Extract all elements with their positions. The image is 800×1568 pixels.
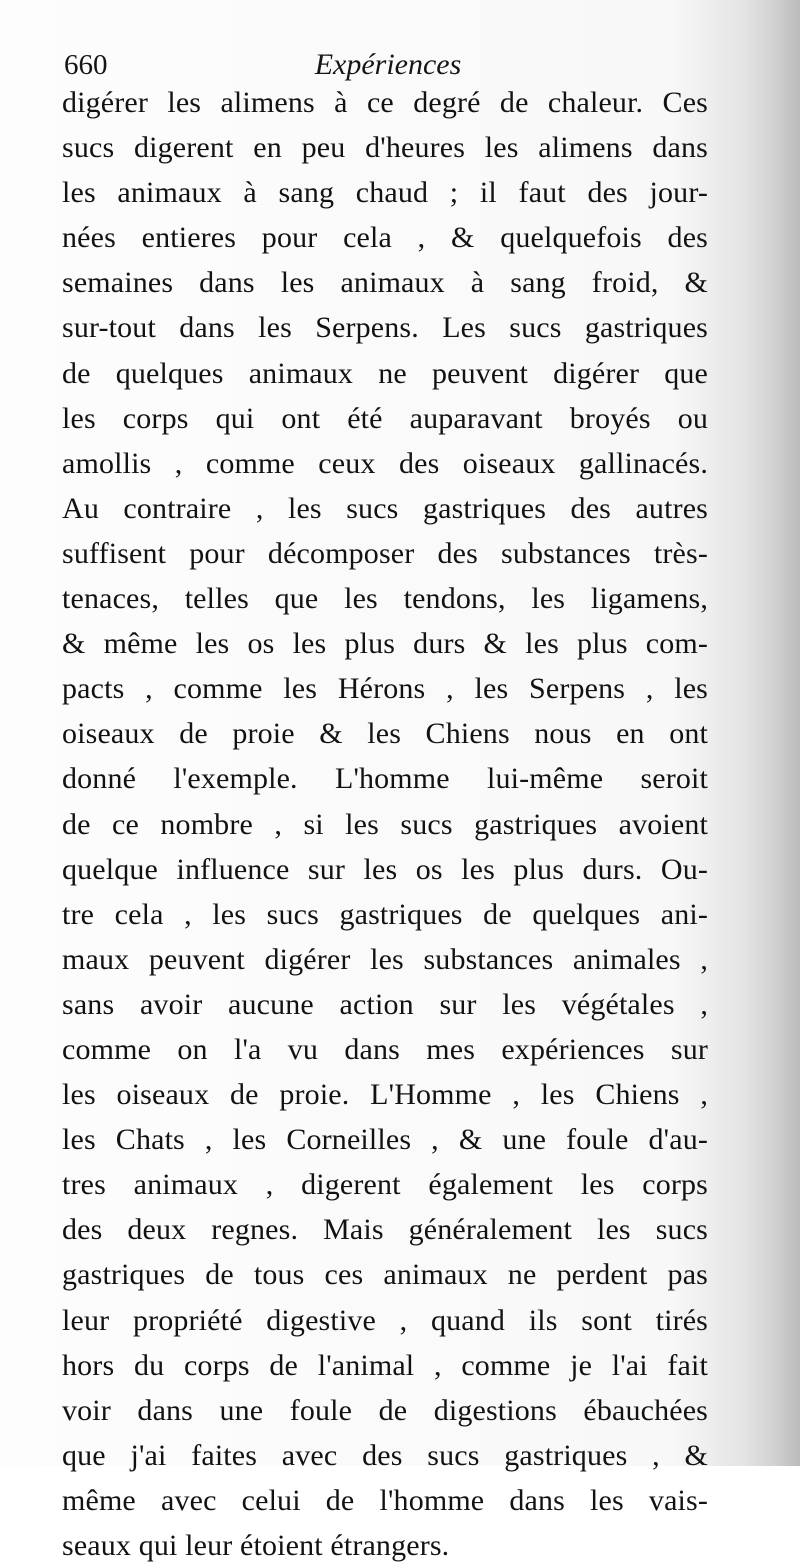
text-line: tenaces, telles que les tendons, les ligamens, <box>62 582 708 616</box>
text-line: Au contraire , les sucs gastriques des autres <box>62 491 708 525</box>
text-line: sur-tout dans les Serpens. Les sucs gastriques <box>62 311 708 345</box>
page-edge-shadow <box>742 0 800 1466</box>
text-line: sucs digerent en peu d'heures les alimens dans <box>62 131 708 165</box>
text-line: quelque influence sur les os les plus durs. Ou- <box>62 852 708 886</box>
text-line: & même les os les plus durs & les plus com- <box>62 627 708 661</box>
text-line: les oiseaux de proie. L'Homme , les Chiens , <box>62 1078 708 1112</box>
page-number: 660 <box>64 49 108 81</box>
text-line: comme on l'a vu dans mes expériences sur <box>62 1032 708 1066</box>
text-line: les corps qui ont été auparavant broyés ou <box>62 401 708 435</box>
text-line: de quelques animaux ne peuvent digérer que <box>62 356 708 390</box>
text-line: oiseaux de proie & les Chiens nous en ont <box>62 717 708 751</box>
text-line: voir dans une foule de digestions ébauchées <box>62 1393 708 1427</box>
text-line: pacts , comme les Hérons , les Serpens , les <box>62 672 708 706</box>
text-line: hors du corps de l'animal , comme je l'ai fait <box>62 1348 708 1382</box>
text-line: nées entieres pour cela , & quelquefois des <box>62 221 708 255</box>
text-line: suffisent pour décomposer des substances très- <box>62 536 708 570</box>
text-line: amollis , comme ceux des oiseaux gallinacés. <box>62 446 708 480</box>
text-line: des deux regnes. Mais généralement les sucs <box>62 1213 708 1247</box>
text-line: tre cela , les sucs gastriques de quelques ani- <box>62 897 708 931</box>
text-line: les animaux à sang chaud ; il faut des jour- <box>62 176 708 210</box>
text-line: leur propriété digestive , quand ils sont tirés <box>62 1303 708 1337</box>
text-line: semaines dans les animaux à sang froid, & <box>62 266 708 300</box>
text-line: de ce nombre , si les sucs gastriques avoient <box>62 807 708 841</box>
running-head: Expériences <box>314 48 462 81</box>
text-line: sans avoir aucune action sur les végétales , <box>62 987 708 1021</box>
text-line: les Chats , les Corneilles , & une foule d'au- <box>62 1123 708 1157</box>
text-line: maux peuvent digérer les substances animales , <box>62 942 708 976</box>
text-line: que j'ai faites avec des sucs gastriques , & <box>62 1438 708 1472</box>
text-line: gastriques de tous ces animaux ne perdent pas <box>62 1258 708 1292</box>
text-line: digérer les alimens à ce degré de chaleur. Ces <box>62 86 708 119</box>
text-line: tres animaux , digerent également les corps <box>62 1168 708 1202</box>
body-text <box>62 80 708 1568</box>
text-line: donné l'exemple. L'homme lui-même seroit <box>62 762 708 796</box>
text-line: même avec celui de l'homme dans les vais- <box>62 1483 708 1517</box>
text-line-last: seaux qui leur étoient étrangers. <box>62 1529 450 1562</box>
